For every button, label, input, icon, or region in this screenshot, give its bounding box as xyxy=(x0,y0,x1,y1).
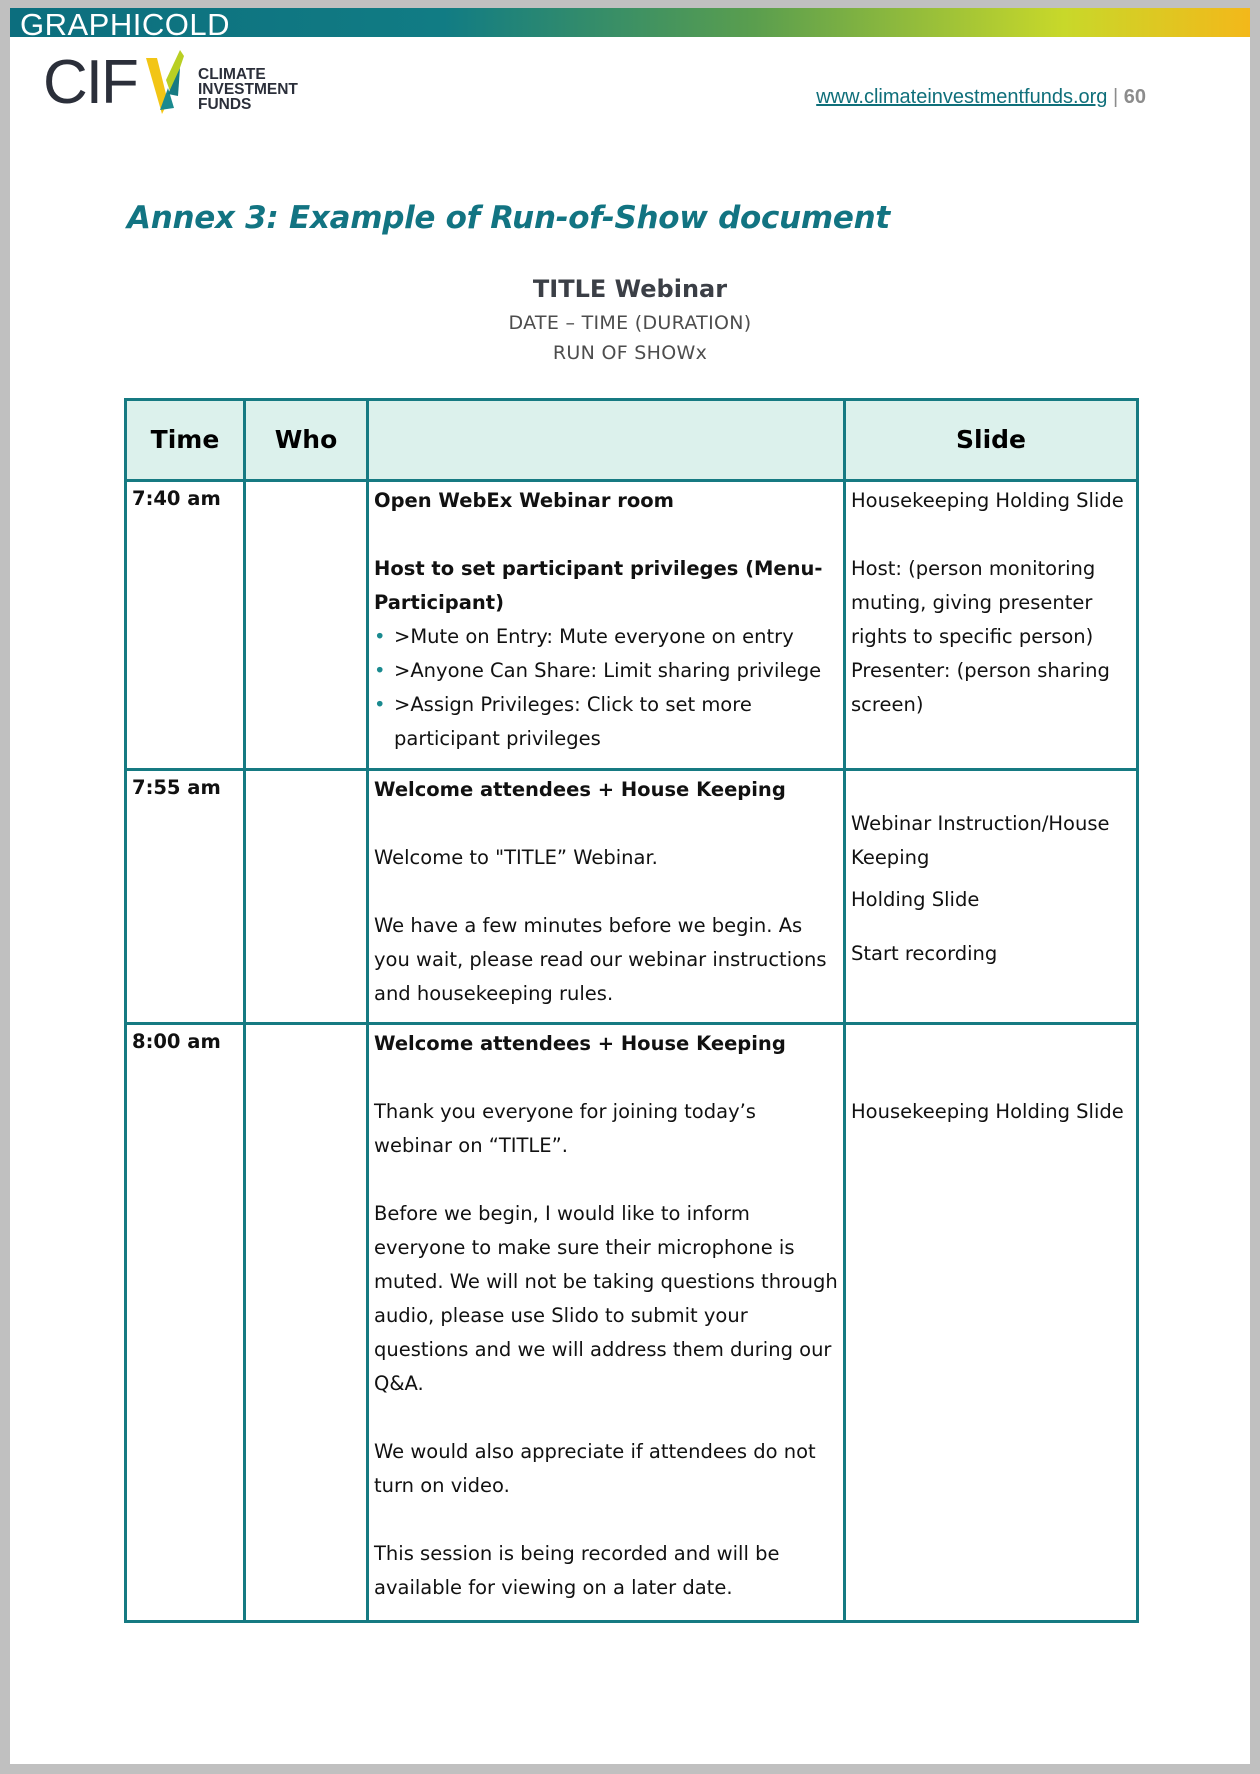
list-item: • >Assign Privileges: Click to set more participant privileges xyxy=(374,688,838,756)
content-paragraph: We have a few minutes before we begin. As you wait, please read our webinar instructions and housekeeping rules. xyxy=(374,914,827,1005)
header-slide: Slide xyxy=(845,400,1138,481)
table-row xyxy=(126,770,1138,1024)
content-paragraph: This session is being recorded and will be available for viewing on a later date. xyxy=(374,1542,780,1599)
website-link[interactable]: www.climateinvestmentfunds.org xyxy=(816,86,1108,108)
content-heading: Welcome attendees + House Keeping xyxy=(374,1032,786,1055)
list-item: • >Anyone Can Share: Limit sharing privilege xyxy=(374,654,838,688)
page-header-info xyxy=(816,86,1146,109)
who-cell xyxy=(245,481,368,770)
content-heading: Open WebEx Webinar room xyxy=(374,489,674,512)
header-banner xyxy=(10,8,1250,37)
banner-text: GRAPHICOLD xyxy=(20,8,230,37)
who-cell xyxy=(245,1024,368,1622)
content-heading: Welcome attendees + House Keeping xyxy=(374,778,786,801)
logo-abbreviation: CIF xyxy=(43,48,137,117)
slide-note: Host: (person monitoring muting, giving presenter rights to specific person) xyxy=(851,557,1096,648)
logo-wordmark xyxy=(198,67,298,112)
table-row xyxy=(126,1024,1138,1622)
logo-line-1: CLIMATE xyxy=(198,66,266,83)
content-cell xyxy=(368,481,845,770)
logo-line-2: INVESTMENT xyxy=(198,81,298,98)
cif-logo xyxy=(43,46,323,126)
logo-leaf-icon xyxy=(144,50,184,114)
slide-note: Housekeeping Holding Slide xyxy=(851,1100,1124,1123)
table-header-row xyxy=(126,400,1138,481)
content-paragraph: Thank you everyone for joining today’s webinar on “TITLE”. xyxy=(374,1100,756,1157)
header-content xyxy=(368,400,845,481)
table-row xyxy=(126,481,1138,770)
slide-note: Webinar Instruction/House Keeping xyxy=(851,812,1110,869)
time-cell: 7:55 am xyxy=(126,770,245,1024)
slide-note: Housekeeping Holding Slide xyxy=(851,489,1124,512)
header-who: Who xyxy=(245,400,368,481)
slide-note: Holding Slide xyxy=(851,888,980,911)
slide-note: Start recording xyxy=(851,942,998,965)
logo-line-3: FUNDS xyxy=(198,96,252,113)
privileges-list xyxy=(374,620,838,756)
page xyxy=(10,8,1250,1764)
content-subheading: Host to set participant privileges (Menu-Participant) xyxy=(374,557,823,614)
slide-note: Presenter: (person sharing screen) xyxy=(851,659,1110,716)
content-paragraph: Welcome to "TITLE” Webinar. xyxy=(374,846,658,869)
page-number: 60 xyxy=(1123,86,1146,108)
time-cell: 7:40 am xyxy=(126,481,245,770)
slide-cell xyxy=(845,1024,1138,1622)
document-run-of-show-line: RUN OF SHOWx xyxy=(552,342,708,364)
header-separator: | xyxy=(1107,86,1124,108)
list-item: • >Mute on Entry: Mute everyone on entry xyxy=(374,620,838,654)
document-title: TITLE Webinar xyxy=(532,275,728,303)
slide-cell xyxy=(845,481,1138,770)
who-cell xyxy=(245,770,368,1024)
slide-cell xyxy=(845,770,1138,1024)
content-paragraph: We would also appreciate if attendees do not turn on video. xyxy=(374,1440,816,1497)
run-of-show-table xyxy=(124,398,1139,1623)
header-time: Time xyxy=(126,400,245,481)
annex-title: Annex 3: Example of Run-of-Show document xyxy=(127,200,890,236)
content-paragraph: Before we begin, I would like to inform everyone to make sure their microphone is muted. We will not be taking questions through audio, please use Slido to submit your questions and we will address them during our Q&A. xyxy=(374,1202,838,1395)
content-cell xyxy=(368,1024,845,1622)
document-date-line: DATE – TIME (DURATION) xyxy=(508,312,752,334)
content-cell xyxy=(368,770,845,1024)
time-cell: 8:00 am xyxy=(126,1024,245,1622)
